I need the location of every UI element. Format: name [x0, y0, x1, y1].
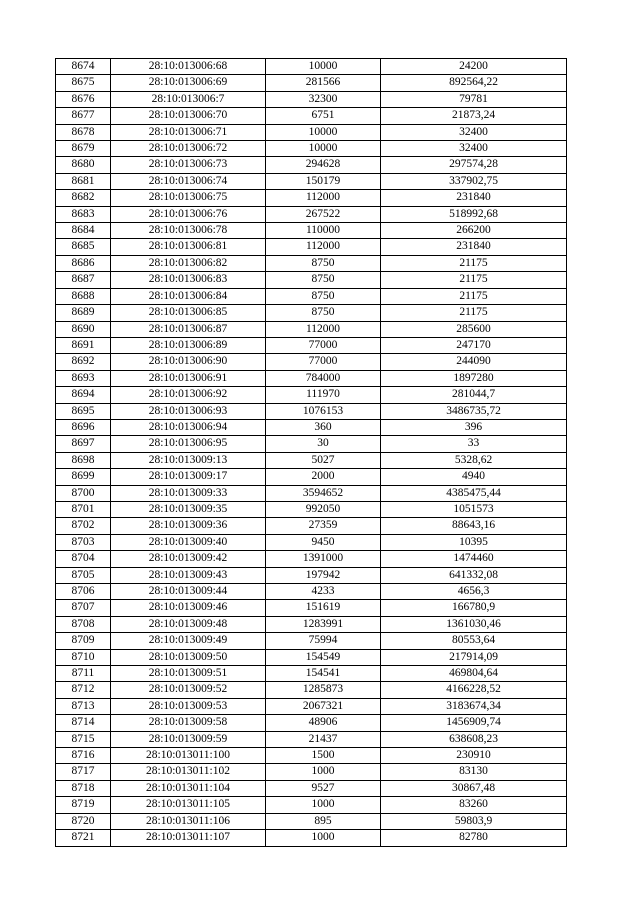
- area-cell: 10000: [266, 59, 381, 75]
- row-number-cell: 8701: [56, 501, 111, 517]
- row-number-cell: 8715: [56, 731, 111, 747]
- value-cell: 638608,23: [381, 731, 567, 747]
- cadastral-number-cell: 28:10:013006:95: [111, 436, 266, 452]
- value-cell: 892564,22: [381, 75, 567, 91]
- row-number-cell: 8705: [56, 567, 111, 583]
- value-cell: 4940: [381, 469, 567, 485]
- value-cell: 247170: [381, 337, 567, 353]
- cadastral-number-cell: 28:10:013006:82: [111, 255, 266, 271]
- table-row: [56, 551, 567, 567]
- cadastral-number-cell: 28:10:013011:100: [111, 748, 266, 764]
- row-number-cell: 8686: [56, 255, 111, 271]
- table-row: [56, 337, 567, 353]
- area-cell: 9450: [266, 534, 381, 550]
- cadastral-number-cell: 28:10:013006:93: [111, 403, 266, 419]
- area-cell: 32300: [266, 91, 381, 107]
- row-number-cell: 8694: [56, 387, 111, 403]
- table-row: [56, 715, 567, 731]
- area-cell: 77000: [266, 354, 381, 370]
- area-cell: 5027: [266, 452, 381, 468]
- area-cell: 895: [266, 813, 381, 829]
- table-row: [56, 190, 567, 206]
- area-cell: 197942: [266, 567, 381, 583]
- area-cell: 267522: [266, 206, 381, 222]
- cadastral-number-cell: 28:10:013009:46: [111, 600, 266, 616]
- cadastral-number-cell: 28:10:013006:69: [111, 75, 266, 91]
- cadastral-number-cell: 28:10:013006:90: [111, 354, 266, 370]
- area-cell: 9527: [266, 780, 381, 796]
- area-cell: 6751: [266, 108, 381, 124]
- table-row: [56, 567, 567, 583]
- cadastral-number-cell: 28:10:013006:87: [111, 321, 266, 337]
- row-number-cell: 8703: [56, 534, 111, 550]
- value-cell: 5328,62: [381, 452, 567, 468]
- cadastral-value-table: [55, 58, 567, 847]
- cadastral-number-cell: 28:10:013009:50: [111, 649, 266, 665]
- value-cell: 1361030,46: [381, 616, 567, 632]
- row-number-cell: 8685: [56, 239, 111, 255]
- area-cell: 281566: [266, 75, 381, 91]
- row-number-cell: 8683: [56, 206, 111, 222]
- area-cell: 48906: [266, 715, 381, 731]
- cadastral-number-cell: 28:10:013009:51: [111, 666, 266, 682]
- area-cell: 1000: [266, 764, 381, 780]
- area-cell: 8750: [266, 272, 381, 288]
- cadastral-number-cell: 28:10:013011:104: [111, 780, 266, 796]
- row-number-cell: 8679: [56, 141, 111, 157]
- area-cell: 27359: [266, 518, 381, 534]
- value-cell: 217914,09: [381, 649, 567, 665]
- area-cell: 1283991: [266, 616, 381, 632]
- area-cell: 30: [266, 436, 381, 452]
- row-number-cell: 8691: [56, 337, 111, 353]
- value-cell: 83260: [381, 797, 567, 813]
- table-row: [56, 518, 567, 534]
- area-cell: 784000: [266, 370, 381, 386]
- table-row: [56, 616, 567, 632]
- table-row: [56, 419, 567, 435]
- cadastral-number-cell: 28:10:013006:71: [111, 124, 266, 140]
- area-cell: 111970: [266, 387, 381, 403]
- value-cell: 297574,28: [381, 157, 567, 173]
- cadastral-number-cell: 28:10:013006:84: [111, 288, 266, 304]
- table-row: [56, 305, 567, 321]
- cadastral-number-cell: 28:10:013006:94: [111, 419, 266, 435]
- cadastral-number-cell: 28:10:013011:105: [111, 797, 266, 813]
- table-row: [56, 748, 567, 764]
- row-number-cell: 8721: [56, 830, 111, 846]
- row-number-cell: 8695: [56, 403, 111, 419]
- cadastral-number-cell: 28:10:013009:35: [111, 501, 266, 517]
- area-cell: 150179: [266, 173, 381, 189]
- value-cell: 166780,9: [381, 600, 567, 616]
- value-cell: 3486735,72: [381, 403, 567, 419]
- value-cell: 337902,75: [381, 173, 567, 189]
- area-cell: 21437: [266, 731, 381, 747]
- value-cell: 32400: [381, 124, 567, 140]
- row-number-cell: 8677: [56, 108, 111, 124]
- table-row: [56, 255, 567, 271]
- table-row: [56, 387, 567, 403]
- row-number-cell: 8700: [56, 485, 111, 501]
- row-number-cell: 8684: [56, 223, 111, 239]
- row-number-cell: 8688: [56, 288, 111, 304]
- area-cell: 154541: [266, 666, 381, 682]
- row-number-cell: 8693: [56, 370, 111, 386]
- cadastral-number-cell: 28:10:013009:42: [111, 551, 266, 567]
- cadastral-number-cell: 28:10:013009:13: [111, 452, 266, 468]
- value-cell: 21175: [381, 272, 567, 288]
- table-row: [56, 633, 567, 649]
- value-cell: 518992,68: [381, 206, 567, 222]
- area-cell: 1000: [266, 797, 381, 813]
- value-cell: 21873,24: [381, 108, 567, 124]
- table-row: [56, 501, 567, 517]
- value-cell: 641332,08: [381, 567, 567, 583]
- table-row: [56, 321, 567, 337]
- value-cell: 231840: [381, 190, 567, 206]
- value-cell: 83130: [381, 764, 567, 780]
- area-cell: 8750: [266, 305, 381, 321]
- value-cell: 1474460: [381, 551, 567, 567]
- cadastral-number-cell: 28:10:013006:72: [111, 141, 266, 157]
- cadastral-number-cell: 28:10:013006:74: [111, 173, 266, 189]
- table-row: [56, 223, 567, 239]
- cadastral-number-cell: 28:10:013006:78: [111, 223, 266, 239]
- value-cell: 21175: [381, 255, 567, 271]
- table-row: [56, 75, 567, 91]
- cadastral-number-cell: 28:10:013009:53: [111, 698, 266, 714]
- value-cell: 21175: [381, 305, 567, 321]
- table-row: [56, 124, 567, 140]
- cadastral-number-cell: 28:10:013009:59: [111, 731, 266, 747]
- area-cell: 151619: [266, 600, 381, 616]
- value-cell: 4166228,52: [381, 682, 567, 698]
- value-cell: 281044,7: [381, 387, 567, 403]
- table-row: [56, 666, 567, 682]
- cadastral-number-cell: 28:10:013006:89: [111, 337, 266, 353]
- table-row: [56, 780, 567, 796]
- row-number-cell: 8678: [56, 124, 111, 140]
- value-cell: 21175: [381, 288, 567, 304]
- table-row: [56, 91, 567, 107]
- table-row: [56, 370, 567, 386]
- cadastral-number-cell: 28:10:013006:76: [111, 206, 266, 222]
- value-cell: 79781: [381, 91, 567, 107]
- table-row: [56, 436, 567, 452]
- area-cell: 2067321: [266, 698, 381, 714]
- area-cell: 1500: [266, 748, 381, 764]
- row-number-cell: 8706: [56, 584, 111, 600]
- row-number-cell: 8716: [56, 748, 111, 764]
- cadastral-number-cell: 28:10:013011:102: [111, 764, 266, 780]
- area-cell: 10000: [266, 141, 381, 157]
- area-cell: 8750: [266, 288, 381, 304]
- area-cell: 4233: [266, 584, 381, 600]
- cadastral-number-cell: 28:10:013009:43: [111, 567, 266, 583]
- table-row: [56, 288, 567, 304]
- value-cell: 285600: [381, 321, 567, 337]
- table-row: [56, 173, 567, 189]
- row-number-cell: 8687: [56, 272, 111, 288]
- row-number-cell: 8711: [56, 666, 111, 682]
- area-cell: 110000: [266, 223, 381, 239]
- value-cell: 1897280: [381, 370, 567, 386]
- row-number-cell: 8681: [56, 173, 111, 189]
- table-row: [56, 452, 567, 468]
- value-cell: 32400: [381, 141, 567, 157]
- cadastral-number-cell: 28:10:013009:58: [111, 715, 266, 731]
- cadastral-number-cell: 28:10:013006:81: [111, 239, 266, 255]
- value-cell: 30867,48: [381, 780, 567, 796]
- value-cell: 230910: [381, 748, 567, 764]
- table-row: [56, 485, 567, 501]
- area-cell: 1000: [266, 830, 381, 846]
- table-row: [56, 157, 567, 173]
- cadastral-number-cell: 28:10:013006:73: [111, 157, 266, 173]
- value-cell: 59803,9: [381, 813, 567, 829]
- cadastral-number-cell: 28:10:013006:91: [111, 370, 266, 386]
- table-row: [56, 600, 567, 616]
- table-row: [56, 403, 567, 419]
- table-row: [56, 206, 567, 222]
- area-cell: 3594652: [266, 485, 381, 501]
- value-cell: 1051573: [381, 501, 567, 517]
- row-number-cell: 8707: [56, 600, 111, 616]
- value-cell: 3183674,34: [381, 698, 567, 714]
- cadastral-number-cell: 28:10:013009:44: [111, 584, 266, 600]
- row-number-cell: 8710: [56, 649, 111, 665]
- row-number-cell: 8682: [56, 190, 111, 206]
- table-row: [56, 141, 567, 157]
- area-cell: 8750: [266, 255, 381, 271]
- row-number-cell: 8712: [56, 682, 111, 698]
- cadastral-number-cell: 28:10:013006:85: [111, 305, 266, 321]
- table-row: [56, 272, 567, 288]
- row-number-cell: 8680: [56, 157, 111, 173]
- value-cell: 4385475,44: [381, 485, 567, 501]
- value-cell: 396: [381, 419, 567, 435]
- row-number-cell: 8689: [56, 305, 111, 321]
- value-cell: 244090: [381, 354, 567, 370]
- cadastral-number-cell: 28:10:013009:49: [111, 633, 266, 649]
- cadastral-number-cell: 28:10:013009:52: [111, 682, 266, 698]
- area-cell: 75994: [266, 633, 381, 649]
- area-cell: 1285873: [266, 682, 381, 698]
- cadastral-number-cell: 28:10:013006:7: [111, 91, 266, 107]
- area-cell: 294628: [266, 157, 381, 173]
- row-number-cell: 8676: [56, 91, 111, 107]
- area-cell: 112000: [266, 190, 381, 206]
- area-cell: 992050: [266, 501, 381, 517]
- cadastral-number-cell: 28:10:013006:70: [111, 108, 266, 124]
- area-cell: 1076153: [266, 403, 381, 419]
- value-cell: 88643,16: [381, 518, 567, 534]
- cadastral-number-cell: 28:10:013006:68: [111, 59, 266, 75]
- area-cell: 10000: [266, 124, 381, 140]
- table-row: [56, 813, 567, 829]
- row-number-cell: 8697: [56, 436, 111, 452]
- row-number-cell: 8718: [56, 780, 111, 796]
- value-cell: 4656,3: [381, 584, 567, 600]
- table-row: [56, 469, 567, 485]
- table-row: [56, 534, 567, 550]
- area-cell: 77000: [266, 337, 381, 353]
- area-cell: 360: [266, 419, 381, 435]
- table-row: [56, 108, 567, 124]
- row-number-cell: 8719: [56, 797, 111, 813]
- table-row: [56, 584, 567, 600]
- table-row: [56, 59, 567, 75]
- table-row: [56, 698, 567, 714]
- table-row: [56, 239, 567, 255]
- value-cell: 24200: [381, 59, 567, 75]
- row-number-cell: 8698: [56, 452, 111, 468]
- row-number-cell: 8690: [56, 321, 111, 337]
- table-row: [56, 682, 567, 698]
- cadastral-number-cell: 28:10:013011:107: [111, 830, 266, 846]
- table-row: [56, 830, 567, 846]
- row-number-cell: 8708: [56, 616, 111, 632]
- table-row: [56, 649, 567, 665]
- row-number-cell: 8702: [56, 518, 111, 534]
- cadastral-number-cell: 28:10:013009:40: [111, 534, 266, 550]
- value-cell: 1456909,74: [381, 715, 567, 731]
- value-cell: 33: [381, 436, 567, 452]
- cadastral-number-cell: 28:10:013009:36: [111, 518, 266, 534]
- value-cell: 266200: [381, 223, 567, 239]
- value-cell: 10395: [381, 534, 567, 550]
- cadastral-number-cell: 28:10:013006:83: [111, 272, 266, 288]
- area-cell: 1391000: [266, 551, 381, 567]
- table-row: [56, 797, 567, 813]
- row-number-cell: 8717: [56, 764, 111, 780]
- row-number-cell: 8709: [56, 633, 111, 649]
- cadastral-number-cell: 28:10:013006:75: [111, 190, 266, 206]
- value-cell: 231840: [381, 239, 567, 255]
- cadastral-number-cell: 28:10:013009:48: [111, 616, 266, 632]
- cadastral-number-cell: 28:10:013009:17: [111, 469, 266, 485]
- row-number-cell: 8674: [56, 59, 111, 75]
- row-number-cell: 8692: [56, 354, 111, 370]
- table-row: [56, 764, 567, 780]
- area-cell: 112000: [266, 321, 381, 337]
- cadastral-number-cell: 28:10:013011:106: [111, 813, 266, 829]
- cadastral-number-cell: 28:10:013006:92: [111, 387, 266, 403]
- row-number-cell: 8696: [56, 419, 111, 435]
- table-body: [56, 59, 567, 847]
- table-row: [56, 354, 567, 370]
- row-number-cell: 8704: [56, 551, 111, 567]
- value-cell: 80553,64: [381, 633, 567, 649]
- row-number-cell: 8713: [56, 698, 111, 714]
- row-number-cell: 8699: [56, 469, 111, 485]
- row-number-cell: 8720: [56, 813, 111, 829]
- table-row: [56, 731, 567, 747]
- area-cell: 2000: [266, 469, 381, 485]
- area-cell: 112000: [266, 239, 381, 255]
- cadastral-number-cell: 28:10:013009:33: [111, 485, 266, 501]
- value-cell: 469804,64: [381, 666, 567, 682]
- area-cell: 154549: [266, 649, 381, 665]
- row-number-cell: 8714: [56, 715, 111, 731]
- row-number-cell: 8675: [56, 75, 111, 91]
- value-cell: 82780: [381, 830, 567, 846]
